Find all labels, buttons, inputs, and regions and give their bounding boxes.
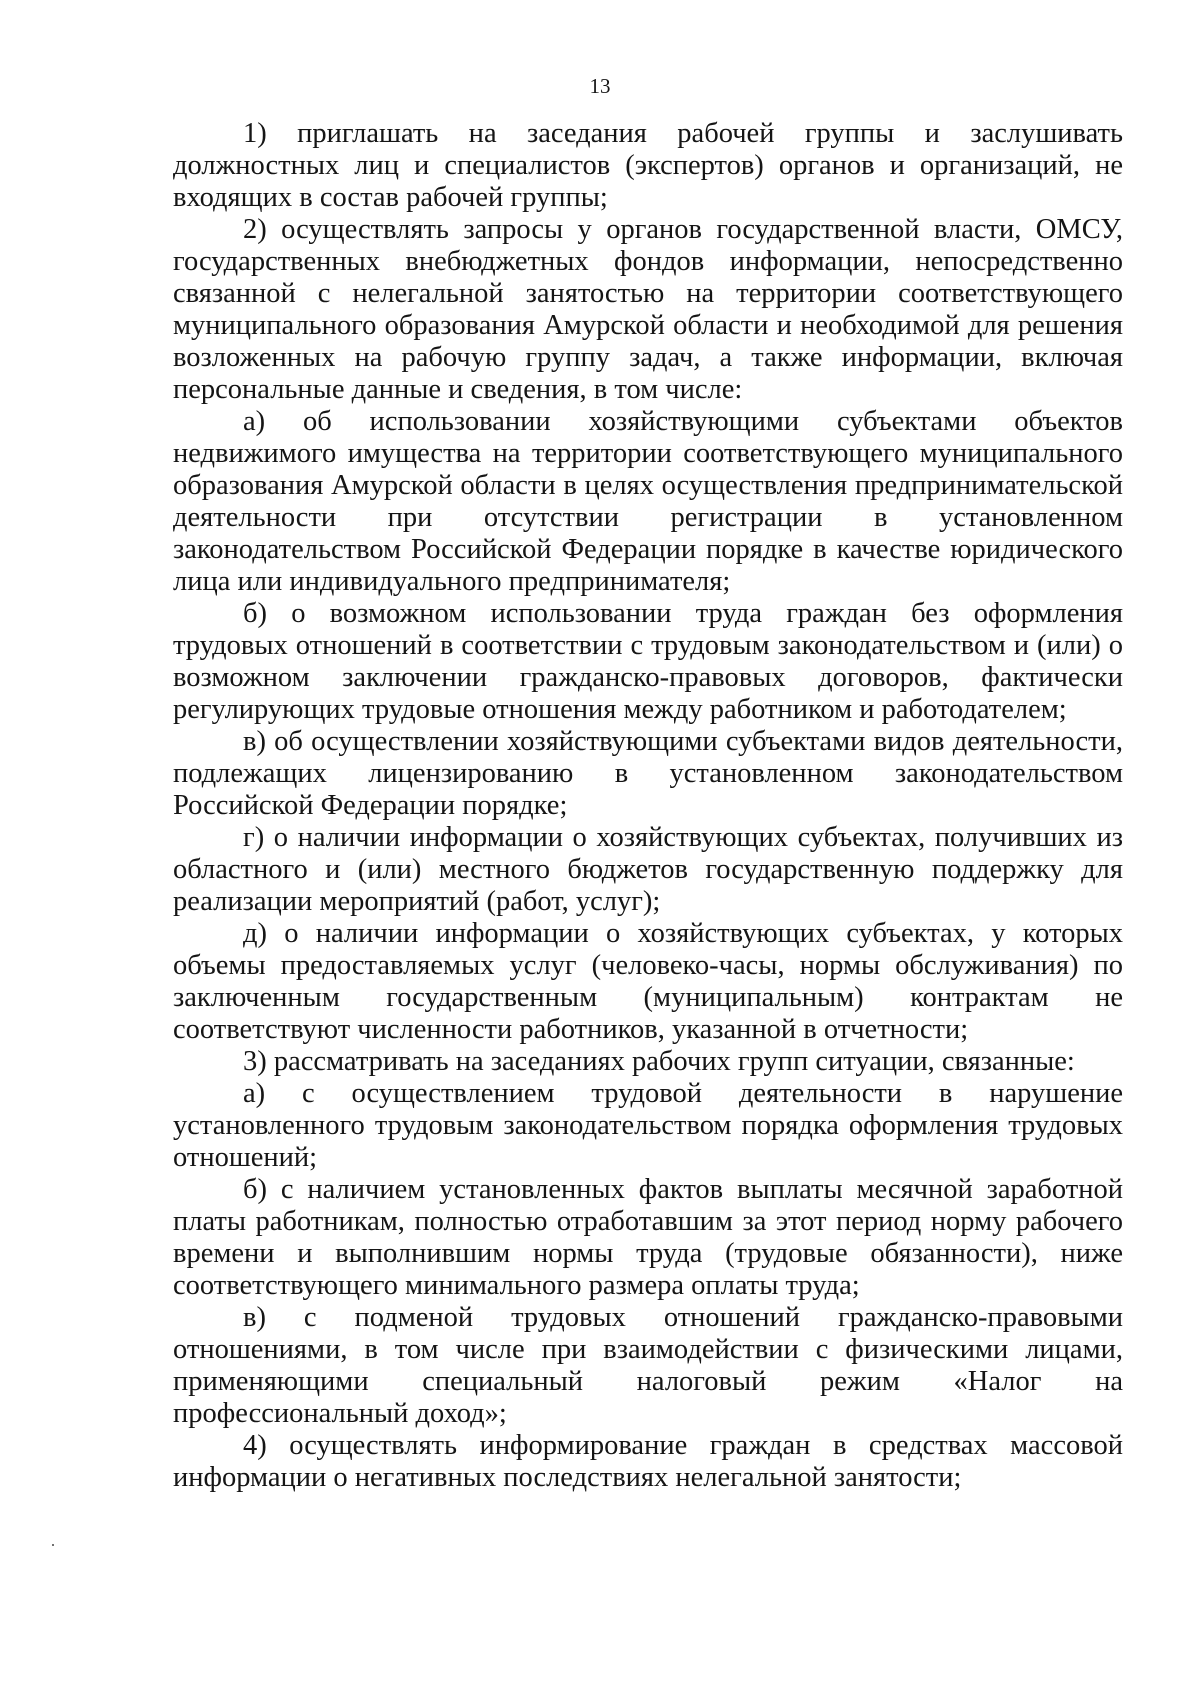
paragraph-subitem-2a: а) об использовании хозяйствующими субъектами объектов недвижимого имущества на территории соответствующего муниципального образования Амурской области в целях осуществления предпринимательской деятельности при отсутствии регистрации в установленном законодательством Российской Федерации порядке в качестве юридического лица или индивидуального предпринимателя; [173, 406, 1123, 597]
paragraph-item-2-requests: 2) осуществлять запросы у органов государственной власти, ОМСУ, государственных внебюджетных фондов информации, непосредственно связанной с нелегальной занятостью на территории соответствующего муниципального образования Амурской области и необходимой для решения возложенных на рабочую группу задач, а также информации, включая персональные данные и сведения, в том числе: [173, 214, 1123, 405]
document-body [173, 118, 1123, 1494]
paragraph-subitem-3b: б) с наличием установленных фактов выплаты месячной заработной платы работникам, полностью отработавшим за этот период норму рабочего времени и выполнившим нормы труда (трудовые обязанности), ниже соответствующего минимального размера оплаты труда; [173, 1174, 1123, 1301]
paragraph-subitem-2b: б) о возможном использовании труда граждан без оформления трудовых отношений в соответствии с трудовым законодательством и (или) о возможном заключении гражданско-правовых договоров, фактически регулирующих трудовые отношения между работником и работодателем; [173, 598, 1123, 725]
paragraph-item-3-consider: 3) рассматривать на заседаниях рабочих групп ситуации, связанные: [243, 1046, 1075, 1077]
paragraph-subitem-3a: а) с осуществлением трудовой деятельности в нарушение установленного трудовым законодательством порядка оформления трудовых отношений; [173, 1078, 1123, 1173]
scan-speck [52, 1544, 54, 1546]
paragraph-subitem-2g: г) о наличии информации о хозяйствующих субъектах, получивших из областного и (или) местного бюджетов государственную поддержку для реализации мероприятий (работ, услуг); [173, 822, 1123, 917]
paragraph-subitem-2v: в) об осуществлении хозяйствующими субъектами видов деятельности, подлежащих лицензированию в установленном законодательством Российской Федерации порядке; [173, 726, 1123, 821]
page-number: 13 [589, 74, 611, 98]
paragraph-subitem-3v: в) с подменой трудовых отношений гражданско-правовыми отношениями, в том числе при взаимодействии с физическими лицами, применяющими специальный налоговый режим «Налог на профессиональный доход»; [173, 1302, 1123, 1429]
paragraph-item-1-invite: 1) приглашать на заседания рабочей группы и заслушивать должностных лиц и специалистов (экспертов) органов и организаций, не входящих в состав рабочей группы; [173, 118, 1123, 213]
paragraph-item-4-inform: 4) осуществлять информирование граждан в средствах массовой информации о негативных последствиях нелегальной занятости; [173, 1430, 1123, 1493]
paragraph-subitem-2d: д) о наличии информации о хозяйствующих субъектах, у которых объемы предоставляемых услуг (человеко-часы, нормы обслуживания) по заключенным государственным (муниципальным) контрактам не соответствуют численности работников, указанной в отчетности; [173, 918, 1123, 1045]
